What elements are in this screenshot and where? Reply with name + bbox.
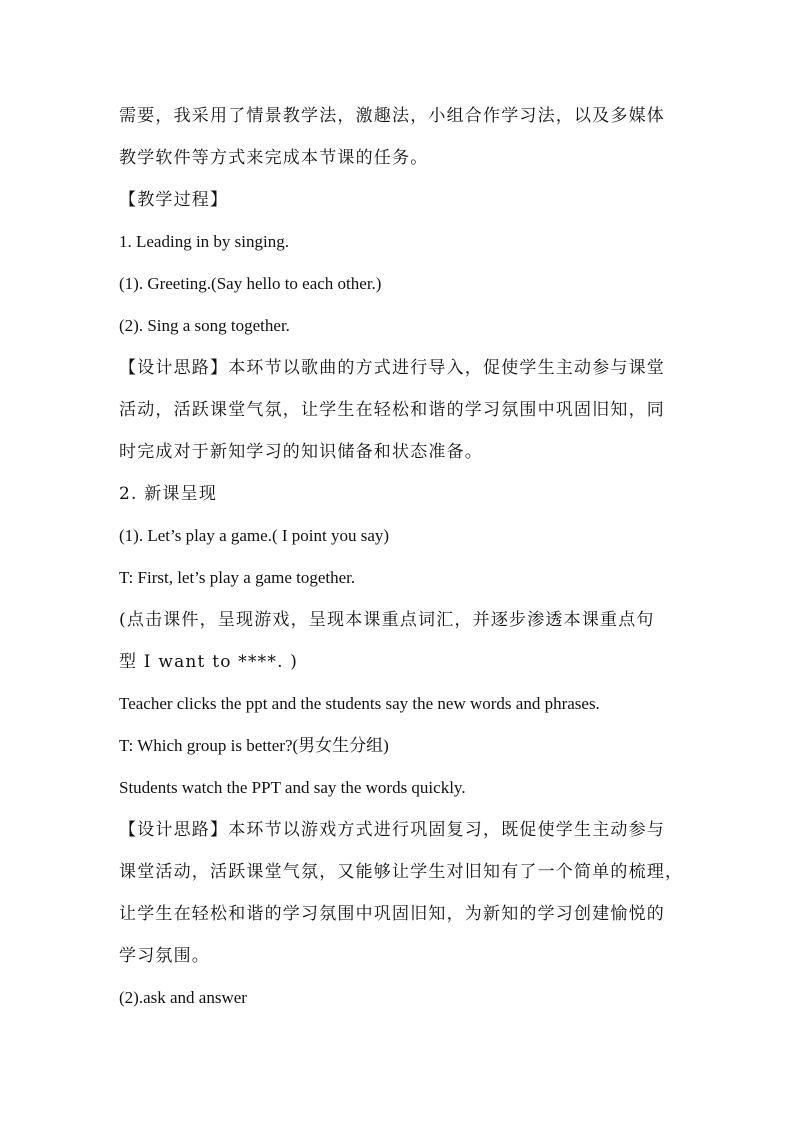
instruction-line-1: (点击课件，呈现游戏，呈现本课重点词汇，并逐步渗透本课重点句 [119, 610, 655, 630]
design-idea-1-line-3: 时完成对于新知学习的知识储备和状态准备。 [119, 442, 483, 462]
step-1-item-1: (1). Greeting.(Say hello to each other.) [119, 274, 382, 293]
step-2-heading: 2. 新课呈现 [119, 484, 218, 504]
paragraph-line-2: 教学软件等方式来完成本节课的任务。 [119, 148, 429, 168]
step-2-item-1: (1). Let’s play a game.( I point you say) [119, 526, 390, 545]
paragraph-line-1: 需要，我采用了情景教学法，激趣法，小组合作学习法，以及多媒体 [119, 106, 665, 126]
design-idea-2-line-4: 学习氛围。 [119, 946, 210, 966]
design-idea-2-line-1: 【设计思路】本环节以游戏方式进行巩固复习，既促使学生主动参与 [119, 820, 665, 840]
design-idea-2-line-2: 课堂活动，活跃课堂气氛，又能够让学生对旧知有了一个简单的梳理， [119, 862, 684, 882]
teacher-line-1: T: First, let’s play a game together. [119, 568, 356, 587]
students-action-line: Students watch the PPT and say the words quickly. [119, 778, 466, 797]
instruction-line-2: 型 I want to ****. ) [119, 652, 299, 672]
section-heading-teaching-process: 【教学过程】 [119, 190, 229, 210]
step-1-heading: 1. Leading in by singing. [119, 232, 289, 251]
teacher-line-2: T: Which group is better?(男女生分组) [119, 736, 389, 755]
step-2-item-2: (2).ask and answer [119, 988, 247, 1007]
design-idea-2-line-3: 让学生在轻松和谐的学习氛围中巩固旧知，为新知的学习创建愉悦的 [119, 904, 665, 924]
step-1-item-2: (2). Sing a song together. [119, 316, 290, 335]
design-idea-1-line-2: 活动，活跃课堂气氛，让学生在轻松和谐的学习氛围中巩固旧知，同 [119, 400, 665, 420]
teacher-action-line: Teacher clicks the ppt and the students say the new words and phrases. [119, 694, 600, 713]
design-idea-1-line-1: 【设计思路】本环节以歌曲的方式进行导入，促使学生主动参与课堂 [119, 358, 665, 378]
